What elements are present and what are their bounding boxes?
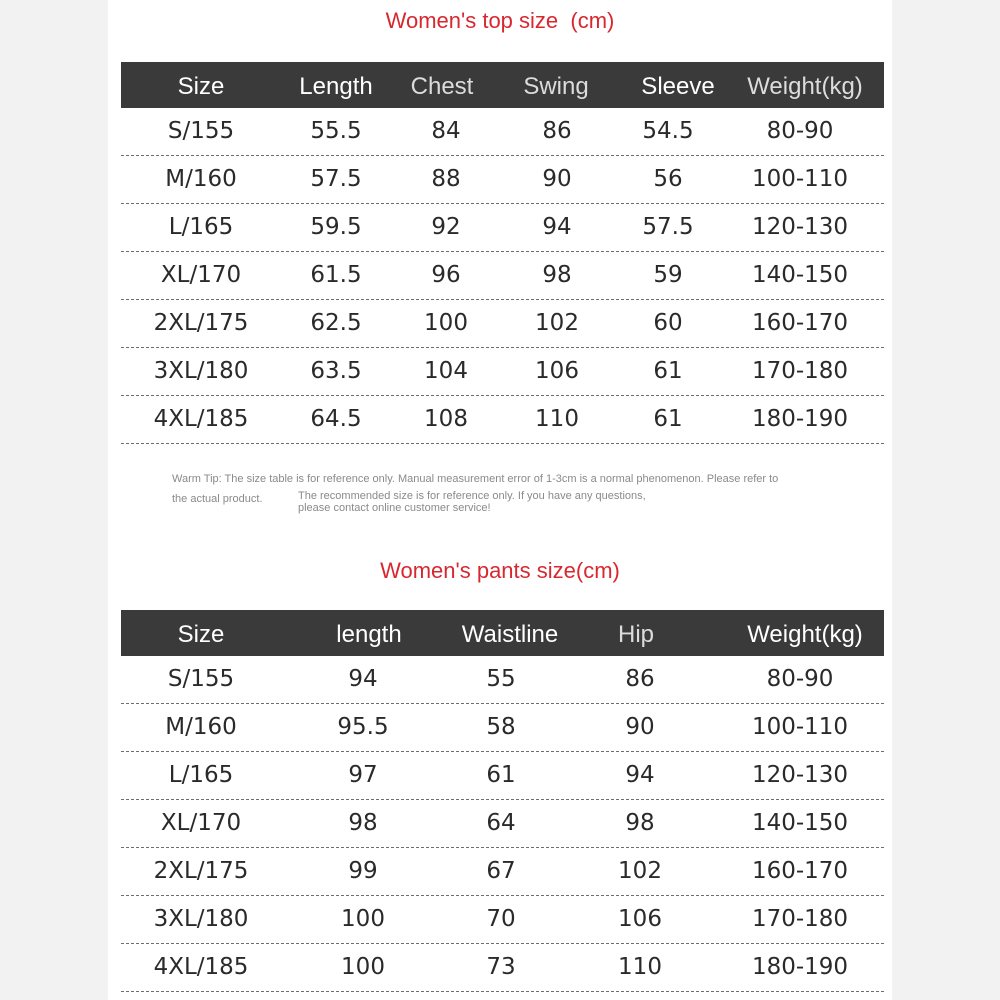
table-row xyxy=(121,800,884,848)
cell-size: M/160 xyxy=(165,714,237,740)
table-row xyxy=(121,204,884,252)
cell-weight: 120-130 xyxy=(751,762,849,788)
cell-sleeve: 56 xyxy=(653,166,683,192)
cell-sleeve: 54.5 xyxy=(642,118,694,144)
warm-tip-line-3a: The recommended size is for reference only. If you have any questions, xyxy=(298,490,646,502)
cell-sleeve: 57.5 xyxy=(642,214,694,240)
cell-hip: 102 xyxy=(618,858,662,884)
cell-sleeve: 61 xyxy=(653,358,683,384)
header-weight: Weight(kg) xyxy=(747,73,863,100)
cell-length: 55.5 xyxy=(310,118,362,144)
cell-size: L/165 xyxy=(168,214,234,240)
table-row xyxy=(121,108,884,156)
cell-chest: 104 xyxy=(424,358,468,384)
cell-waistline: 64 xyxy=(486,810,516,836)
cell-sleeve: 61 xyxy=(653,406,683,432)
cell-weight: 120-130 xyxy=(751,214,849,240)
cell-hip: 94 xyxy=(625,762,655,788)
cell-length: 97 xyxy=(348,762,378,788)
cell-size: 4XL/185 xyxy=(153,954,249,980)
cell-weight: 160-170 xyxy=(751,858,849,884)
cell-swing: 98 xyxy=(542,262,572,288)
cell-length: 100 xyxy=(341,906,385,932)
warm-tip-line-2: the actual product. xyxy=(172,493,263,505)
pants-table-header xyxy=(121,610,884,656)
cell-weight: 140-150 xyxy=(751,810,849,836)
cell-weight: 180-190 xyxy=(751,406,849,432)
warm-tip-line-3 xyxy=(298,490,646,514)
cell-weight: 100-110 xyxy=(751,166,849,192)
header-size: Size xyxy=(177,621,225,648)
cell-size: M/160 xyxy=(165,166,237,192)
cell-size: XL/170 xyxy=(160,262,242,288)
cell-length: 99 xyxy=(348,858,378,884)
cell-hip: 98 xyxy=(625,810,655,836)
top-table-header xyxy=(121,62,884,108)
table-row xyxy=(121,156,884,204)
cell-hip: 106 xyxy=(618,906,662,932)
cell-swing: 110 xyxy=(535,406,579,432)
cell-weight: 170-180 xyxy=(751,358,849,384)
cell-weight: 140-150 xyxy=(751,262,849,288)
table-row xyxy=(121,848,884,896)
cell-chest: 96 xyxy=(431,262,461,288)
cell-length: 62.5 xyxy=(310,310,362,336)
header-chest: Chest xyxy=(410,73,474,100)
top-size-table xyxy=(121,62,884,444)
cell-swing: 94 xyxy=(542,214,572,240)
header-size: Size xyxy=(177,73,225,100)
cell-waistline: 67 xyxy=(486,858,516,884)
cell-waistline: 61 xyxy=(486,762,516,788)
cell-chest: 84 xyxy=(431,118,461,144)
cell-chest: 108 xyxy=(424,406,468,432)
cell-hip: 90 xyxy=(625,714,655,740)
top-table-body xyxy=(121,108,884,444)
header-sleeve: Sleeve xyxy=(641,73,715,100)
cell-length: 94 xyxy=(348,666,378,692)
cell-waistline: 73 xyxy=(486,954,516,980)
cell-size: 3XL/180 xyxy=(153,358,249,384)
pants-size-title: Women's pants size(cm) xyxy=(380,558,620,583)
cell-size: S/155 xyxy=(167,118,235,144)
header-length: Length xyxy=(299,73,373,100)
table-row xyxy=(121,252,884,300)
cell-length: 61.5 xyxy=(310,262,362,288)
cell-weight: 100-110 xyxy=(751,714,849,740)
cell-sleeve: 59 xyxy=(653,262,683,288)
table-row xyxy=(121,656,884,704)
cell-length: 57.5 xyxy=(310,166,362,192)
cell-weight: 160-170 xyxy=(751,310,849,336)
cell-weight: 170-180 xyxy=(751,906,849,932)
cell-swing: 90 xyxy=(542,166,572,192)
table-row xyxy=(121,704,884,752)
cell-chest: 100 xyxy=(424,310,468,336)
table-row xyxy=(121,752,884,800)
cell-length: 98 xyxy=(348,810,378,836)
cell-waistline: 55 xyxy=(486,666,516,692)
pants-table-body xyxy=(121,656,884,992)
header-hip: Hip xyxy=(617,621,655,648)
cell-size: 2XL/175 xyxy=(153,858,249,884)
header-swing: Swing xyxy=(523,73,589,100)
cell-sleeve: 60 xyxy=(653,310,683,336)
cell-length: 64.5 xyxy=(310,406,362,432)
cell-weight: 180-190 xyxy=(751,954,849,980)
table-row xyxy=(121,348,884,396)
cell-size: 4XL/185 xyxy=(153,406,249,432)
cell-waistline: 58 xyxy=(486,714,516,740)
cell-size: S/155 xyxy=(167,666,235,692)
cell-size: XL/170 xyxy=(160,810,242,836)
header-waistline: Waistline xyxy=(461,621,559,648)
table-row xyxy=(121,396,884,444)
cell-chest: 92 xyxy=(431,214,461,240)
header-length: length xyxy=(336,621,402,648)
cell-length: 63.5 xyxy=(310,358,362,384)
header-weight: Weight(kg) xyxy=(747,621,863,648)
cell-size: 3XL/180 xyxy=(153,906,249,932)
cell-weight: 80-90 xyxy=(766,666,834,692)
cell-length: 59.5 xyxy=(310,214,362,240)
cell-chest: 88 xyxy=(431,166,461,192)
cell-waistline: 70 xyxy=(486,906,516,932)
table-row xyxy=(121,944,884,992)
top-size-title: Women's top size (cm) xyxy=(385,8,615,33)
cell-hip: 110 xyxy=(618,954,662,980)
pants-size-table xyxy=(121,610,884,992)
cell-hip: 86 xyxy=(625,666,655,692)
cell-swing: 86 xyxy=(542,118,572,144)
cell-length: 95.5 xyxy=(337,714,389,740)
cell-swing: 102 xyxy=(535,310,579,336)
warm-tip-line-3b: please contact online customer service! xyxy=(298,502,491,514)
cell-swing: 106 xyxy=(535,358,579,384)
warm-tip-line-1: Warm Tip: The size table is for reference only. Manual measurement error of 1-3cm is a normal phenomenon. Please refer to xyxy=(172,473,779,485)
table-row xyxy=(121,300,884,348)
cell-length: 100 xyxy=(341,954,385,980)
table-row xyxy=(121,896,884,944)
cell-size: 2XL/175 xyxy=(153,310,249,336)
cell-size: L/165 xyxy=(168,762,234,788)
cell-weight: 80-90 xyxy=(766,118,834,144)
